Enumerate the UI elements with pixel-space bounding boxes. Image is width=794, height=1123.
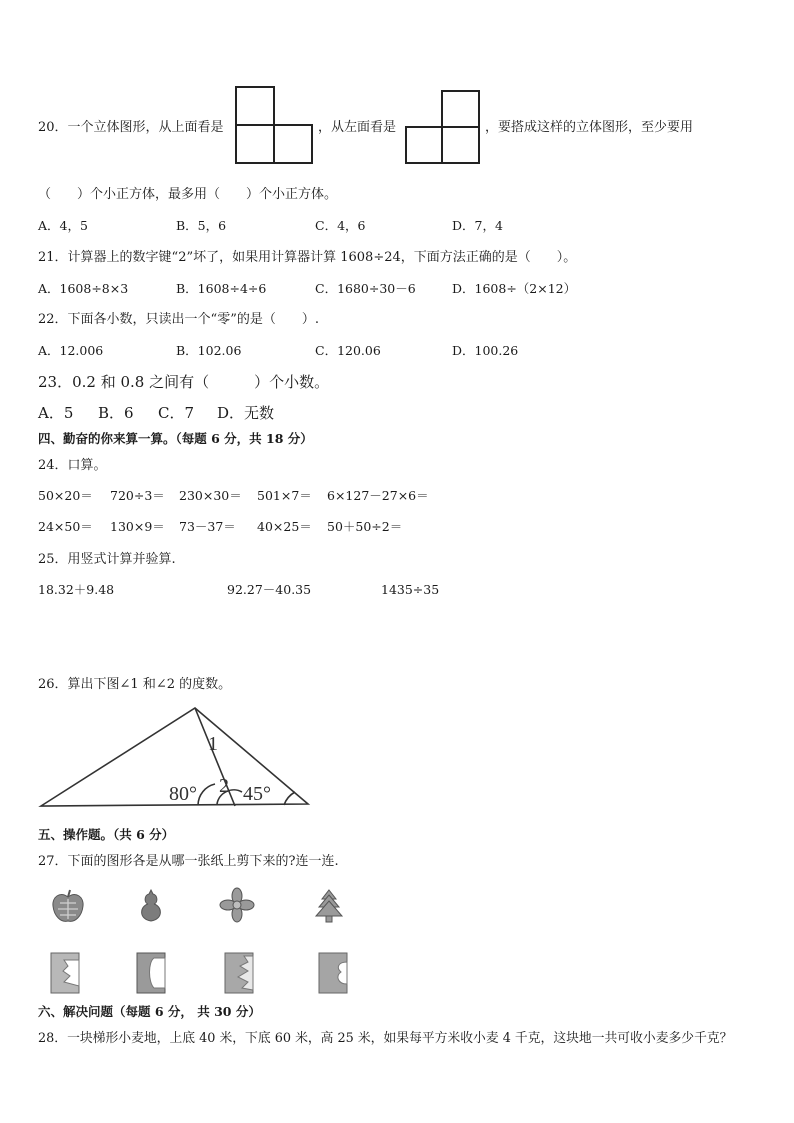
q26-text: 26．算出下图∠1 和∠2 的度数。 xyxy=(38,677,232,692)
q24-r2-c5: 50＋50÷2＝ xyxy=(327,519,403,534)
left-view-figure xyxy=(405,90,481,164)
q22-option-b[interactable]: B．102.06 xyxy=(176,343,242,358)
triangle-figure xyxy=(38,704,313,809)
q21-option-b[interactable]: B．1608÷4÷6 xyxy=(176,281,267,296)
q20-line1-mid xyxy=(318,119,396,137)
q23-option-b[interactable]: B．6 xyxy=(98,404,134,422)
q22-option-a[interactable]: A．12.006 xyxy=(38,343,104,358)
q24-r1-c1: 50×20＝ xyxy=(38,488,93,503)
q21-option-c[interactable]: C．1680÷30－6 xyxy=(315,281,416,296)
q24-r1-c4: 501×7＝ xyxy=(257,488,312,503)
q21-option-a[interactable]: A．1608÷8×3 xyxy=(38,281,129,296)
q20-option-b[interactable]: B．5，6 xyxy=(176,218,227,233)
q23-text: 23．0.2 和 0.8 之间有（ ）个小数。 xyxy=(38,373,330,391)
q24-r1-c5: 6×127－27×6＝ xyxy=(327,488,429,503)
q20-line1-end xyxy=(485,119,693,137)
section-5-header: 五、操作题。（共 6 分） xyxy=(38,827,175,842)
q21-text: 21．计算器上的数字键“2”坏了，如果用计算器计算 1608÷24，下面方法正确的是（ ）。 xyxy=(38,250,577,265)
q23-option-d[interactable]: D．无数 xyxy=(217,404,275,422)
q25-text: 25．用竖式计算并验算. xyxy=(38,552,176,567)
q20-line2: （ ）个小正方体，最多用（ ）个小正方体。 xyxy=(38,187,338,202)
angle-2-label: 2 xyxy=(219,775,229,797)
q20-option-c[interactable]: C．4，6 xyxy=(315,218,366,233)
q22-option-d[interactable]: D．100.26 xyxy=(452,343,519,358)
q20-option-d[interactable]: D．7，4 xyxy=(452,218,503,233)
paper-cut-a[interactable] xyxy=(50,952,80,994)
q22-text: 22．下面各小数，只读出一个“零”的是（ ）. xyxy=(38,312,319,327)
q25-item-1: 18.32＋9.48 xyxy=(38,582,115,597)
angle-45-label: 45° xyxy=(243,783,271,805)
q20-text-part2: ，从左面看是 xyxy=(318,120,397,135)
q20-text-part3: ，要搭成这样的立体图形，至少要用 xyxy=(485,120,694,135)
q25-item-3: 1435÷35 xyxy=(381,582,440,597)
q24-r2-c2: 130×9＝ xyxy=(110,519,165,534)
tree-icon[interactable] xyxy=(314,888,344,924)
apple-icon[interactable] xyxy=(50,888,86,924)
paper-cut-d[interactable] xyxy=(318,952,348,994)
section-6-header: 六、解决问题（每题 6 分， 共 30 分） xyxy=(38,1004,261,1019)
paper-cut-b[interactable] xyxy=(136,952,166,994)
flower-icon[interactable] xyxy=(220,888,254,922)
q24-r2-c1: 24×50＝ xyxy=(38,519,93,534)
q23-option-c[interactable]: C．7 xyxy=(158,404,195,422)
q24-r2-c4: 40×25＝ xyxy=(257,519,312,534)
q24-r2-c3: 73－37＝ xyxy=(179,519,236,534)
q20-line1 xyxy=(38,119,224,137)
q24-r1-c2: 720÷3＝ xyxy=(110,488,165,503)
q23-option-a[interactable]: A．5 xyxy=(38,404,74,422)
q27-text: 27．下面的图形各是从哪一张纸上剪下来的?连一连. xyxy=(38,854,339,869)
q28-text: 28．一块梯形小麦地，上底 40 米，下底 60 米，高 25 米，如果每平方米收小麦 4 千克，这块地一共可收小麦多少千克？ xyxy=(38,1031,733,1046)
angle-80-label: 80° xyxy=(169,783,197,805)
angle-1-label: 1 xyxy=(208,733,218,755)
q24-r1-c3: 230×30＝ xyxy=(179,488,242,503)
top-view-figure xyxy=(235,86,313,164)
paper-cut-c[interactable] xyxy=(224,952,254,994)
q22-option-c[interactable]: C．120.06 xyxy=(315,343,381,358)
q25-item-2: 92.27－40.35 xyxy=(227,582,312,597)
gourd-icon[interactable] xyxy=(136,888,166,924)
q20-text-part1: 20．一个立体图形，从上面看是 xyxy=(38,120,224,135)
q21-option-d[interactable]: D．1608÷（2×12） xyxy=(452,281,577,296)
q20-option-a[interactable]: A．4，5 xyxy=(38,218,88,233)
q24-text: 24．口算。 xyxy=(38,458,107,473)
section-4-header: 四、勤奋的你来算一算。（每题 6 分，共 18 分） xyxy=(38,431,313,446)
